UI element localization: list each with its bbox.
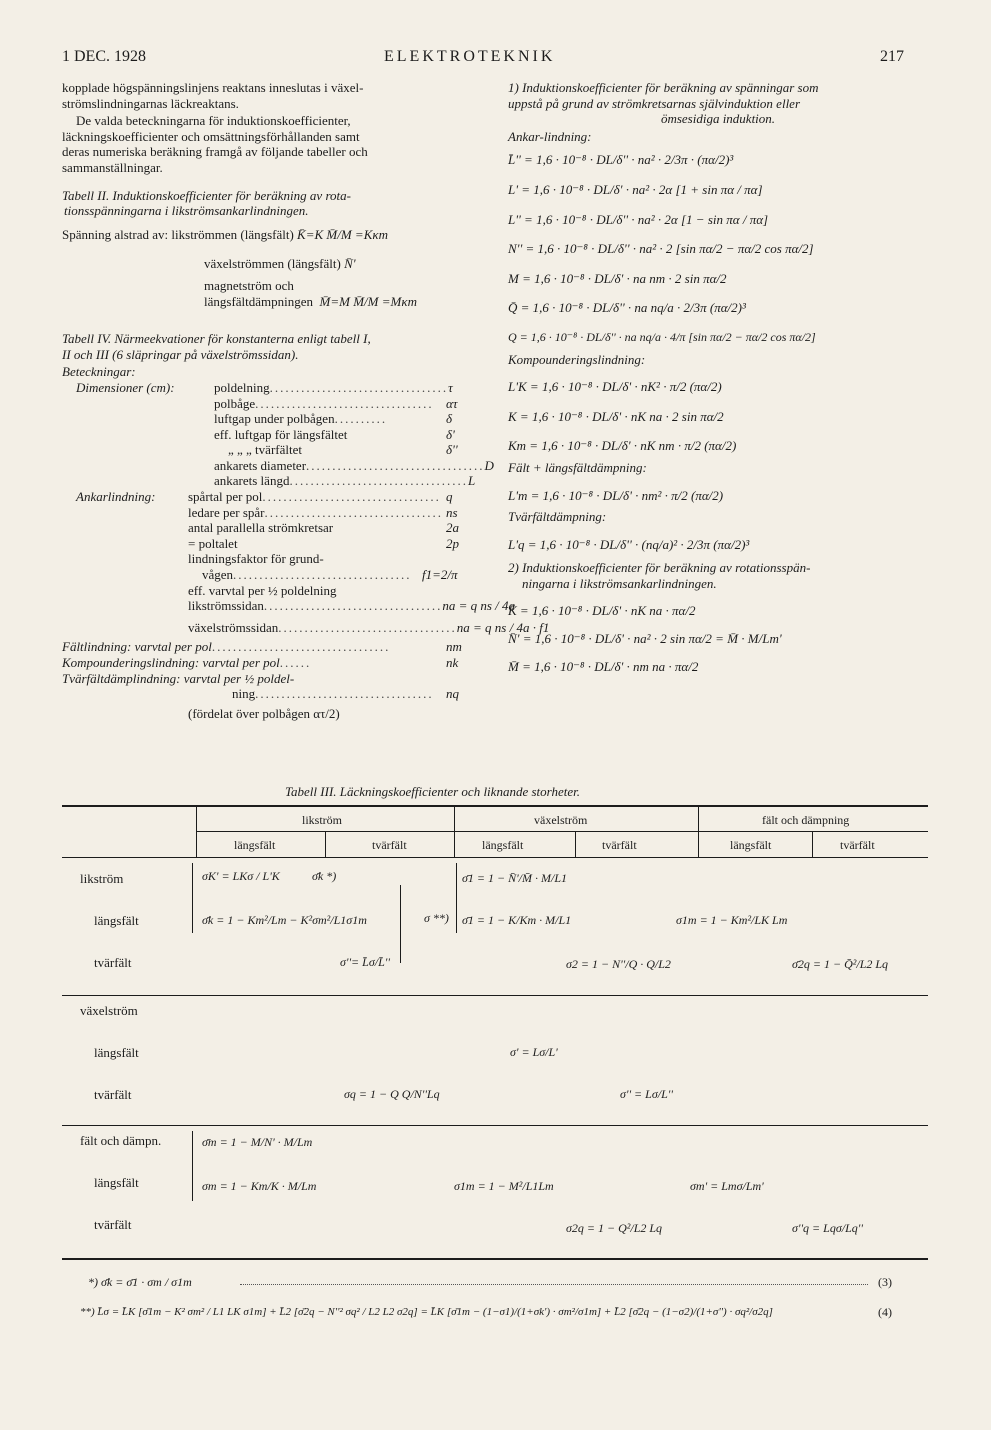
page-number: 217 bbox=[880, 48, 904, 65]
equation: N̄' = 1,6 · 10⁻⁸ · DL/δ' · na² · 2 sin πα/2 = M̄ · M/Lm' bbox=[508, 631, 782, 647]
section-1-title: 1) Induktionskoefficienter för beräkning av spänningar som uppstå på grund av strömkretsarnas självinduktion eller ömsesidiga induktion. bbox=[508, 80, 819, 127]
equation: Q̄ = 1,6 · 10⁻⁸ · DL/δ'' · na nq/a · 2/3π (πα/2)³ bbox=[508, 300, 746, 316]
header-date: 1 DEC. 1928 bbox=[62, 48, 146, 65]
footnote-2: **) L̄σ = L̄K [σ̄1m − K² σm² / L1 LK σ1m] + L̄2 [σ̄2q − N''² σq² / L2 L2 σ2q] = L̄K [σ̄1m − (1−σ1)/(1+σk') · σm²/σ1m] + L̄2 [σ̄2q − (1−σ2)/(1+σ'') · σq²/σ2q] bbox=[80, 1306, 773, 1318]
table-cell: σK' = LKσ / L'K bbox=[202, 869, 280, 883]
dim-row: „ „ „ tvärfältet δ'' bbox=[228, 442, 458, 458]
tabell-3-title: Tabell III. Läckningskoefficienter och liknande storheter. bbox=[285, 784, 580, 799]
table-cell: σq = 1 − Q Q/N''Lq bbox=[344, 1087, 440, 1101]
ankar-row: växelströmssidan .................................. na = q ns / 4a · f1 bbox=[188, 619, 550, 635]
table-cell: σ2 = 1 − N''/Q · Q/L2 bbox=[566, 957, 671, 971]
ankar-row: vågen .................................. f1=2/π bbox=[202, 567, 458, 583]
footnote-1-number: (3) bbox=[878, 1275, 892, 1289]
equation: L'K = 1,6 · 10⁻⁸ · DL/δ' · nK² · π/2 (πα/2) bbox=[508, 379, 722, 395]
spanning-row-2: växelströmmen (längsfält) N̄' bbox=[204, 256, 356, 272]
ankar-label: Ankarlindning: bbox=[76, 489, 156, 505]
dim-row: eff. luftgap för längsfältet δ' bbox=[214, 426, 455, 442]
tabell-2-title: Tabell II. Induktionskoefficienter för beräkning av rota- tionsspänningarna i likströmsankarlindningen. bbox=[62, 187, 351, 219]
equation: L' = 1,6 · 10⁻⁸ · DL/δ' · na² · 2α [1 + sin πα / πα] bbox=[508, 181, 763, 197]
sub-header: tvärfält bbox=[602, 838, 637, 852]
section-2-title: 2) Induktionskoefficienter för beräkning av rotationsspän- ningarna i likströmsankarlindningen. bbox=[508, 560, 811, 591]
table-cell: σ2q = 1 − Q²/L2 Lq bbox=[566, 1221, 663, 1235]
equation: L'm = 1,6 · 10⁻⁸ · DL/δ' · nm² · π/2 (πα/2) bbox=[508, 487, 724, 503]
intro-para-1: kopplade högspänningslinjens reaktans inneslutas i växel- strömslindningarnas läckreaktans. bbox=[62, 80, 364, 111]
intro-para-2: De valda beteckningarna för induktionskoefficienter, läckningskoefficienter och omsättningsförhållanden samt deras numeriska beräkning framgå av följande tabeller och sammanställningar. bbox=[62, 113, 368, 175]
kompound-heading: Kompounderingslindning: bbox=[508, 351, 646, 367]
row-label: tvärfält bbox=[94, 1087, 132, 1102]
table-cell: σm = 1 − Km/K · M/Lm bbox=[202, 1179, 317, 1193]
spanning-row-4: längsfältdämpningen M̄=M M̄/M =Mκm bbox=[204, 293, 417, 309]
kompound-row: Kompounderingslindning: varvtal per pol ...... nk bbox=[62, 655, 459, 670]
dim-row: ankarets diameter .................................. D bbox=[214, 457, 494, 473]
dim-row: ankarets längd .................................. L bbox=[214, 473, 476, 489]
table-cell: σ̄1 = 1 − N̄'/M̄ · M/L1 bbox=[462, 871, 568, 885]
ankar-row: eff. varvtal per ½ poldelning bbox=[188, 582, 337, 598]
equation: Q = 1,6 · 10⁻⁸ · DL/δ'' · na nq/a · 4/π [sin πα/2 − πα/2 cos πα/2] bbox=[508, 329, 816, 344]
equation: Km = 1,6 · 10⁻⁸ · DL/δ' · nK nm · π/2 (πα/2) bbox=[508, 438, 737, 454]
spanning-row-1: Spänning alstrad av: likströmmen (längsfält) K̄=K M̄/M =Kκm bbox=[62, 226, 389, 242]
table-cell: σ̄k *) bbox=[312, 869, 337, 883]
row-label: längsfält bbox=[94, 1045, 139, 1060]
group-header: likström bbox=[302, 813, 343, 827]
equation: M = 1,6 · 10⁻⁸ · DL/δ' · na nm · 2 sin πα/2 bbox=[508, 270, 727, 286]
dim-row: polbåge .................................. ατ bbox=[214, 395, 458, 411]
tvarfalt-row-2: ning .................................. nq bbox=[232, 686, 459, 702]
equation: K = 1,6 · 10⁻⁸ · DL/δ' · nK na · 2 sin πα/2 bbox=[508, 408, 724, 424]
table-cell: σ''= L̄σ/L̄'' bbox=[340, 955, 390, 969]
row-label: tvärfält bbox=[94, 1217, 132, 1232]
table-cell: σ1m = 1 − M²/L1Lm bbox=[454, 1179, 554, 1193]
sub-header: längsfält bbox=[234, 838, 276, 852]
ankar-row: ledare per spår .................................. ns bbox=[188, 504, 458, 520]
ankar-row: lindningsfaktor för grund- bbox=[188, 551, 324, 567]
spanning-row-3: magnetström och bbox=[204, 277, 294, 293]
table-cell: σ' = Lσ/L' bbox=[510, 1045, 558, 1059]
row-label: längsfält bbox=[94, 1175, 139, 1190]
dimensions-list bbox=[62, 379, 494, 489]
table-cell: σ **) bbox=[424, 911, 449, 925]
row-label: likström bbox=[80, 871, 124, 886]
equation: L'q = 1,6 · 10⁻⁸ · DL/δ'' · (nq/a)² · 2/3π (πα/2)³ bbox=[508, 536, 750, 552]
tvarfalt-row: Tvärfältdämplindning: varvtal per ½ poldel- bbox=[62, 670, 295, 686]
left-column bbox=[62, 80, 550, 721]
ankar-row: spårtal per pol .................................. q bbox=[188, 489, 453, 505]
right-column bbox=[508, 80, 928, 680]
beteckningar-heading: Beteckningar: bbox=[62, 364, 136, 380]
dimensions-label: Dimensioner (cm): bbox=[76, 379, 175, 395]
ankar-row: = poltalet 2p bbox=[188, 535, 459, 551]
equation: N'' = 1,6 · 10⁻⁸ · DL/δ'' · na² · 2 [sin πα/2 − πα/2 cos πα/2] bbox=[508, 241, 814, 257]
journal-title: ELEKTROTEKNIK bbox=[384, 48, 556, 65]
equation: L'' = 1,6 · 10⁻⁸ · DL/δ'' · na² · 2α [1 − sin πα / πα] bbox=[508, 211, 769, 227]
equation: L̄'' = 1,6 · 10⁻⁸ · DL/δ'' · na² · 2/3π · (πα/2)³ bbox=[508, 152, 734, 168]
table-cell: σ̄m = 1 − M/N' · M/Lm bbox=[202, 1135, 313, 1149]
table-cell: σ̄2q = 1 − Q̄²/L2 Lq bbox=[792, 957, 889, 971]
falt-heading: Fält + längsfältdämpning: bbox=[508, 459, 647, 475]
tabell-4-title: Tabell IV. Närmeekvationer för konstanterna enligt tabell I, II och III (6 släpringar på växelströmssidan). bbox=[62, 331, 371, 362]
tabell-3 bbox=[62, 805, 928, 1260]
ankar-heading: Ankar-lindning: bbox=[508, 128, 592, 144]
group-header: växelström bbox=[534, 813, 588, 827]
footnote-2-number: (4) bbox=[878, 1305, 892, 1319]
row-label: fält och dämpn. bbox=[80, 1133, 162, 1148]
table-cell: σ̄k = 1 − Km²/Lm − K²σm²/L1σ1m bbox=[202, 913, 367, 927]
tvar-heading: Tvärfältdämpning: bbox=[508, 509, 607, 525]
group-header: fält och dämpning bbox=[762, 813, 850, 827]
equation: K̄ = 1,6 · 10⁻⁸ · DL/δ' · nK na · πα/2 bbox=[508, 603, 696, 619]
sub-header: längsfält bbox=[730, 838, 772, 852]
sub-header: tvärfält bbox=[372, 838, 407, 852]
row-label: växelström bbox=[80, 1003, 138, 1018]
equation: M̄ = 1,6 · 10⁻⁸ · DL/δ' · nm na · πα/2 bbox=[508, 658, 699, 674]
dim-row: poldelning .................................. τ bbox=[214, 379, 453, 395]
table-cell: σm' = Lmσ/Lm' bbox=[690, 1179, 764, 1193]
ankar-list bbox=[62, 489, 550, 635]
sub-header: tvärfält bbox=[840, 838, 875, 852]
footnote-1: *) σ̄k = σ̄1 · σm / σ1m bbox=[88, 1275, 192, 1289]
table-cell: σ''q = Lqσ/Lq'' bbox=[792, 1221, 863, 1235]
dim-row: luftgap under polbågen .......... δ bbox=[214, 411, 453, 427]
table-cell: σ1m = 1 − Km²/LK Lm bbox=[676, 913, 788, 927]
fordelat-note: (fördelat över polbågen ατ/2) bbox=[188, 705, 340, 721]
falt-row: Fältlindning: varvtal per pol .................................. nm bbox=[62, 639, 462, 655]
ankar-row: likströmssidan .................................. na = q ns / 4a bbox=[188, 598, 516, 614]
ankar-row: antal parallella strömkretsar 2a bbox=[188, 520, 459, 536]
sub-header: längsfält bbox=[482, 838, 524, 852]
table-cell: σ'' = Lσ/L'' bbox=[620, 1087, 673, 1101]
table-cell: σ̄1 = 1 − K/Km · M/L1 bbox=[462, 913, 572, 927]
row-label: tvärfält bbox=[94, 955, 132, 970]
row-label: längsfält bbox=[94, 913, 139, 928]
